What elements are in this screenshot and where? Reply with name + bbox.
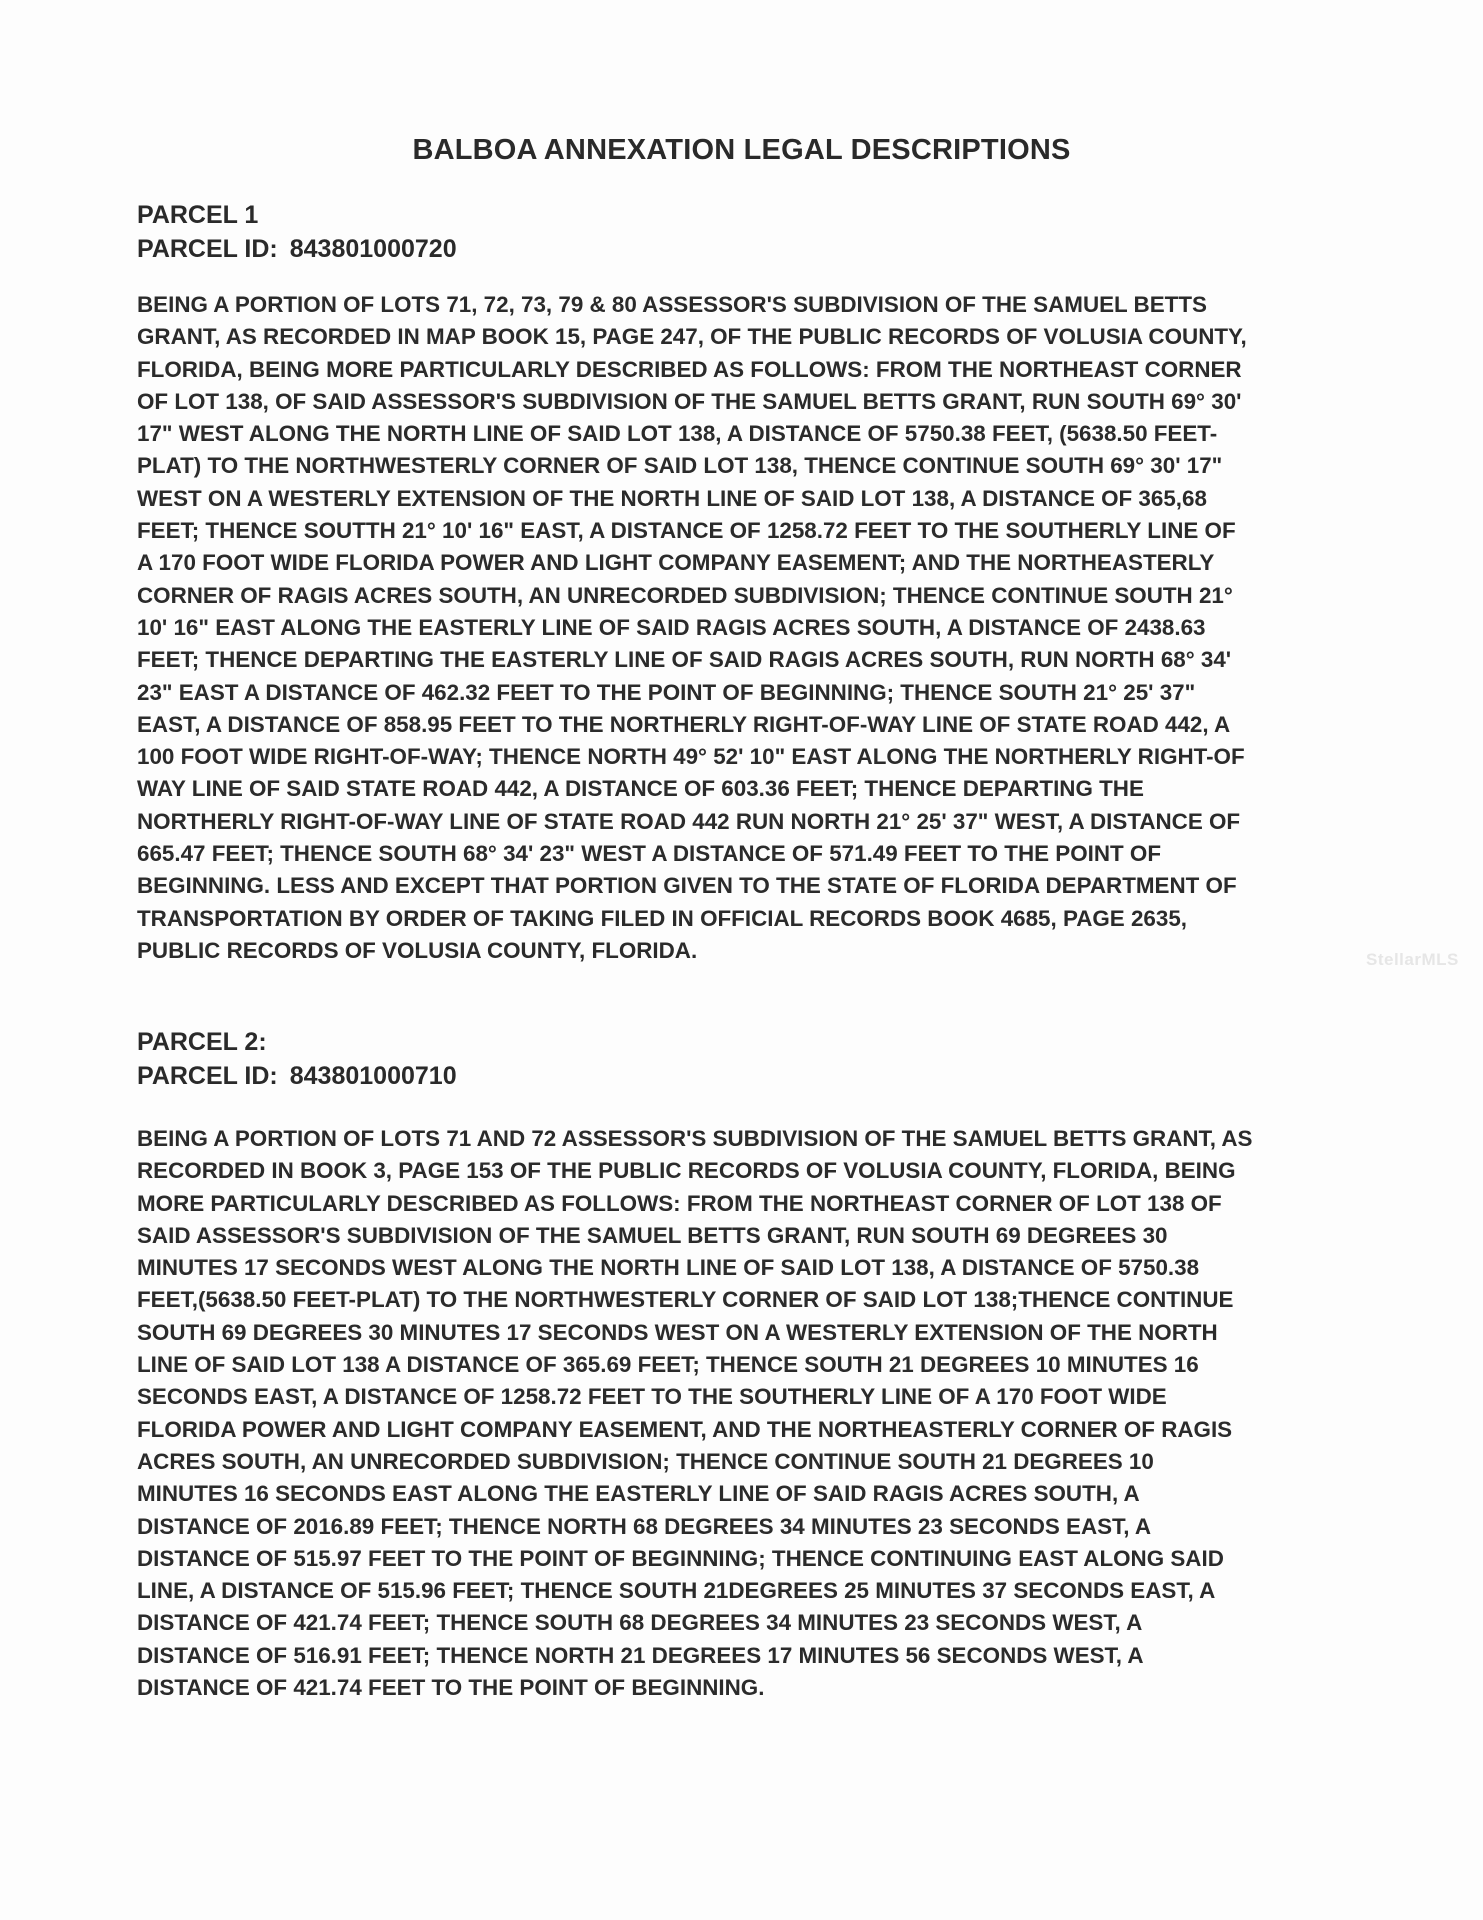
description-line: BEGINNING. LESS AND EXCEPT THAT PORTION GIVEN TO THE STATE OF FLORIDA DEPARTMENT OF — [137, 873, 1237, 899]
description-line: FEET; THENCE DEPARTING THE EASTERLY LINE OF SAID RAGIS ACRES SOUTH, RUN NORTH 68° 34' — [137, 647, 1232, 673]
description-line: RECORDED IN BOOK 3, PAGE 153 OF THE PUBLIC RECORDS OF VOLUSIA COUNTY, FLORIDA, BEING — [137, 1158, 1236, 1184]
description-line: DISTANCE OF 2016.89 FEET; THENCE NORTH 68 DEGREES 34 MINUTES 23 SECONDS EAST, A — [137, 1513, 1152, 1539]
document-title: BALBOA ANNEXATION LEGAL DESCRIPTIONS — [412, 134, 1071, 166]
parcel-2-id-value: 843801000710 — [289, 1062, 457, 1090]
description-line: FLORIDA, BEING MORE PARTICULARLY DESCRIBED AS FOLLOWS: FROM THE NORTHEAST CORNER — [137, 356, 1242, 382]
description-line: MORE PARTICULARLY DESCRIBED AS FOLLOWS: FROM THE NORTHEAST CORNER OF LOT 138 OF — [137, 1190, 1222, 1216]
description-line: 665.47 FEET; THENCE SOUTH 68° 34' 23" WEST A DISTANCE OF 571.49 FEET TO THE POINT OF — [137, 841, 1161, 867]
parcel-1-id-value: 843801000720 — [289, 235, 457, 263]
parcel-1-description — [137, 289, 1357, 967]
parcel-2-id-line — [137, 1059, 457, 1093]
description-line: 23" EAST A DISTANCE OF 462.32 FEET TO THE POINT OF BEGINNING; THENCE SOUTH 21° 25' 37" — [137, 679, 1196, 705]
description-line: 100 FOOT WIDE RIGHT-OF-WAY; THENCE NORTH 49° 52' 10" EAST ALONG THE NORTHERLY RIGHT-OF — [137, 744, 1245, 770]
parcel-2-header — [137, 1025, 457, 1093]
description-line: WEST ON A WESTERLY EXTENSION OF THE NORTH LINE OF SAID LOT 138, A DISTANCE OF 365,68 — [137, 485, 1207, 511]
description-line: EAST, A DISTANCE OF 858.95 FEET TO THE NORTHERLY RIGHT-OF-WAY LINE OF STATE ROAD 442, A — [137, 711, 1231, 737]
description-line: LINE, A DISTANCE OF 515.96 FEET; THENCE SOUTH 21DEGREES 25 MINUTES 37 SECONDS EAST, A — [137, 1578, 1216, 1604]
parcel-2-description — [137, 1123, 1357, 1704]
description-line: FEET; THENCE SOUTTH 21° 10' 16" EAST, A DISTANCE OF 1258.72 FEET TO THE SOUTHERLY LINE OF — [137, 518, 1236, 544]
description-line: DISTANCE OF 515.97 FEET TO THE POINT OF BEGINNING; THENCE CONTINUING EAST ALONG SAID — [137, 1545, 1224, 1571]
description-line: BEING A PORTION OF LOTS 71 AND 72 ASSESSOR'S SUBDIVISION OF THE SAMUEL BETTS GRANT, AS — [137, 1126, 1253, 1151]
description-line: 17" WEST ALONG THE NORTH LINE OF SAID LOT 138, A DISTANCE OF 5750.38 FEET, (5638.50 FEET- — [137, 421, 1218, 447]
description-line: DISTANCE OF 421.74 FEET; THENCE SOUTH 68 DEGREES 34 MINUTES 23 SECONDS WEST, A — [137, 1610, 1143, 1636]
description-line: 10' 16" EAST ALONG THE EASTERLY LINE OF SAID RAGIS ACRES SOUTH, A DISTANCE OF 2438.63 — [137, 614, 1206, 640]
description-line: DISTANCE OF 516.91 FEET; THENCE NORTH 21 DEGREES 17 MINUTES 56 SECONDS WEST, A — [137, 1642, 1144, 1668]
description-line: SECONDS EAST, A DISTANCE OF 1258.72 FEET TO THE SOUTHERLY LINE OF A 170 FOOT WIDE — [137, 1384, 1167, 1410]
parcel-1-header — [137, 198, 457, 266]
description-line: WAY LINE OF SAID STATE ROAD 442, A DISTANCE OF 603.36 FEET; THENCE DEPARTING THE — [137, 776, 1144, 802]
description-line: PUBLIC RECORDS OF VOLUSIA COUNTY, FLORIDA. — [137, 937, 698, 963]
mls-watermark: StellarMLS — [1366, 950, 1459, 969]
description-line: TRANSPORTATION BY ORDER OF TAKING FILED IN OFFICIAL RECORDS BOOK 4685, PAGE 2635, — [137, 905, 1187, 931]
description-line: GRANT, AS RECORDED IN MAP BOOK 15, PAGE 247, OF THE PUBLIC RECORDS OF VOLUSIA COUNTY, — [137, 324, 1247, 350]
description-line: NORTHERLY RIGHT-OF-WAY LINE OF STATE ROAD 442 RUN NORTH 21° 25' 37" WEST, A DISTANCE OF — [137, 808, 1241, 834]
description-line: MINUTES 16 SECONDS EAST ALONG THE EASTERLY LINE OF SAID RAGIS ACRES SOUTH, A — [137, 1481, 1140, 1507]
description-line: FEET,(5638.50 FEET-PLAT) TO THE NORTHWESTERLY CORNER OF SAID LOT 138;THENCE CONTINUE — [137, 1287, 1234, 1313]
description-line: MINUTES 17 SECONDS WEST ALONG THE NORTH LINE OF SAID LOT 138, A DISTANCE OF 5750.38 — [137, 1255, 1200, 1281]
parcel-1-id-line — [137, 232, 457, 266]
description-line: OF LOT 138, OF SAID ASSESSOR'S SUBDIVISION OF THE SAMUEL BETTS GRANT, RUN SOUTH 69° 30' — [137, 388, 1242, 414]
description-line: FLORIDA POWER AND LIGHT COMPANY EASEMENT, AND THE NORTHEASTERLY CORNER OF RAGIS — [137, 1416, 1233, 1442]
description-line: CORNER OF RAGIS ACRES SOUTH, AN UNRECORDED SUBDIVISION; THENCE CONTINUE SOUTH 21° — [137, 582, 1233, 608]
description-line: SAID ASSESSOR'S SUBDIVISION OF THE SAMUEL BETTS GRANT, RUN SOUTH 69 DEGREES 30 — [137, 1222, 1168, 1248]
description-line: LINE OF SAID LOT 138 A DISTANCE OF 365.69 FEET; THENCE SOUTH 21 DEGREES 10 MINUTES 16 — [137, 1352, 1199, 1378]
parcel-1-id-label: PARCEL ID: — [137, 235, 278, 263]
description-line: DISTANCE OF 421.74 FEET TO THE POINT OF BEGINNING. — [137, 1675, 765, 1701]
parcel-1-heading: PARCEL 1 — [137, 201, 259, 229]
parcel-2-id-label: PARCEL ID: — [137, 1062, 278, 1090]
parcel-2-heading: PARCEL 2: — [137, 1028, 267, 1056]
description-line: A 170 FOOT WIDE FLORIDA POWER AND LIGHT COMPANY EASEMENT; AND THE NORTHEASTERLY — [137, 550, 1215, 576]
description-line: SOUTH 69 DEGREES 30 MINUTES 17 SECONDS WEST ON A WESTERLY EXTENSION OF THE NORTH — [137, 1319, 1218, 1345]
description-line: BEING A PORTION OF LOTS 71, 72, 73, 79 & 80 ASSESSOR'S SUBDIVISION OF THE SAMUEL BETTS — [137, 292, 1207, 317]
description-line: PLAT) TO THE NORTHWESTERLY CORNER OF SAID LOT 138, THENCE CONTINUE SOUTH 69° 30' 17" — [137, 453, 1223, 479]
description-line: ACRES SOUTH, AN UNRECORDED SUBDIVISION; THENCE CONTINUE SOUTH 21 DEGREES 10 — [137, 1448, 1154, 1474]
